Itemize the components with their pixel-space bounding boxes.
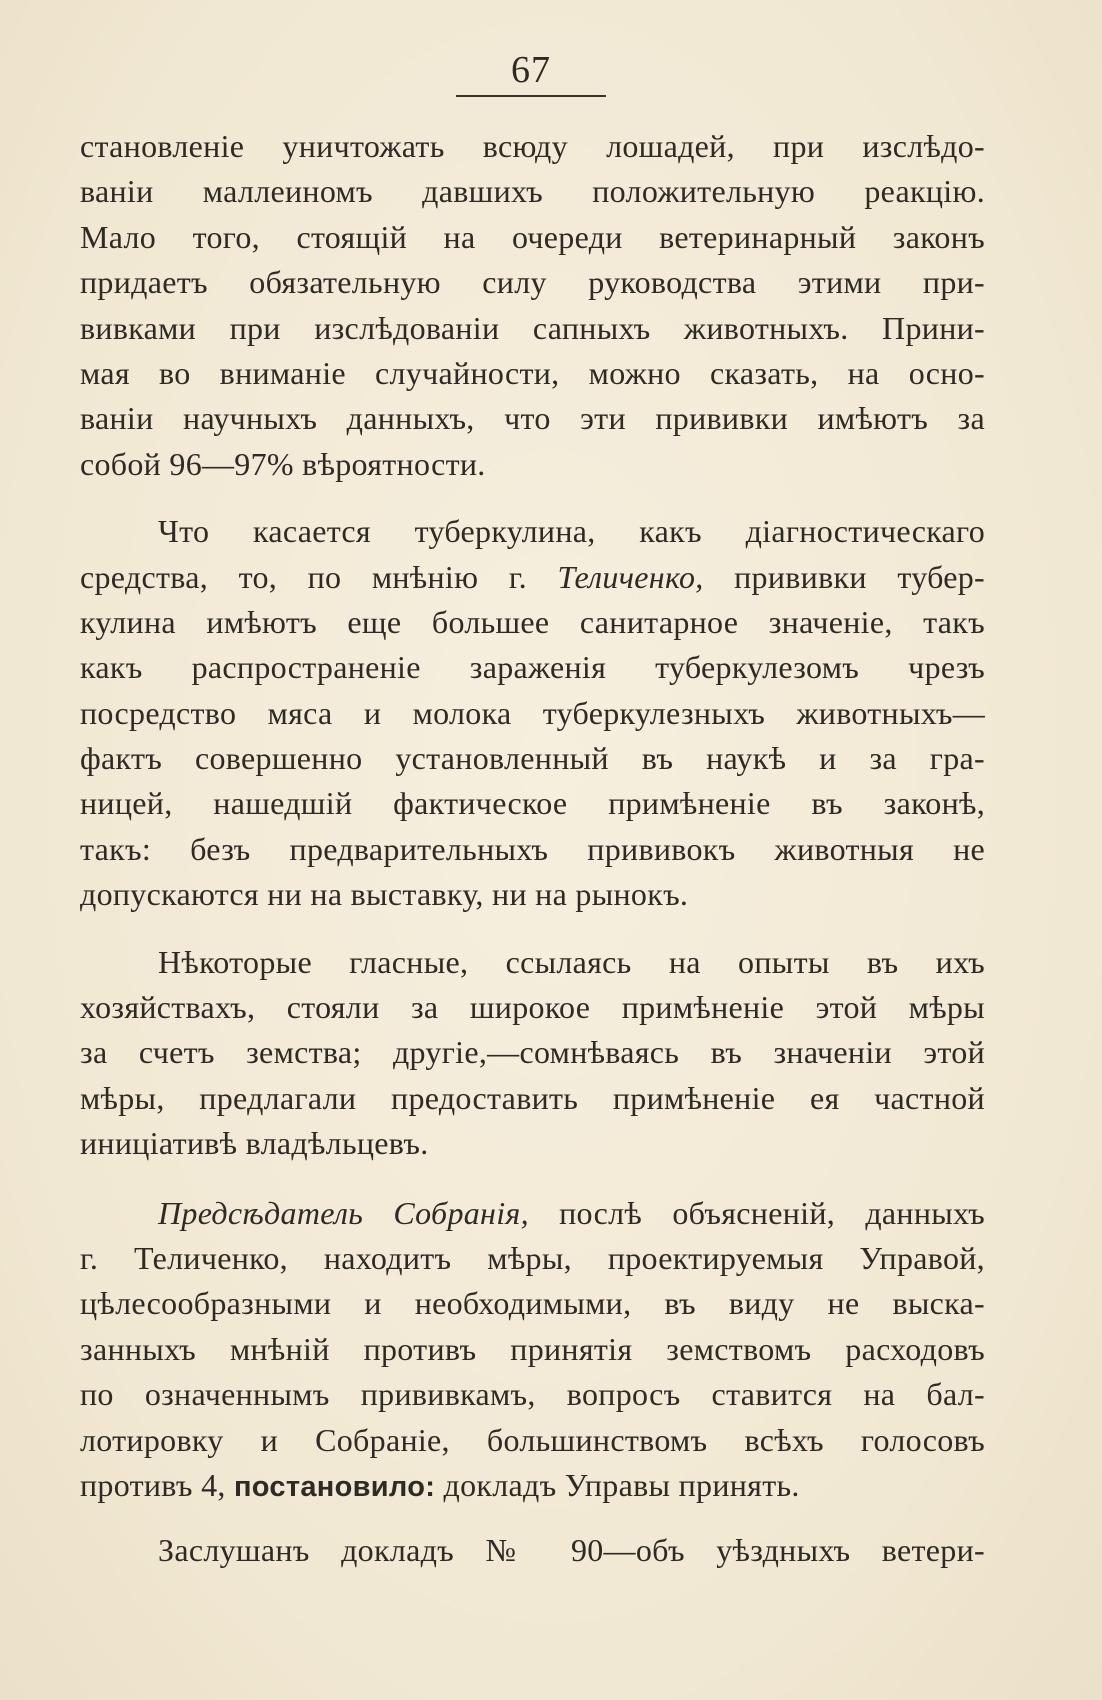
text-line: Нѣкоторые гласные, ссылаясь на опыты въ ихъ: [158, 943, 985, 980]
text-line: г. Теличенко, находитъ мѣры, проектируемыя Управой,: [80, 1239, 985, 1276]
text-line: Что касается туберкулина, какъ діагностическаго: [158, 513, 985, 550]
italic-name: Теличенко,: [557, 558, 704, 595]
text-segment: послѣ объясненій, данныхъ: [528, 1194, 985, 1231]
paragraph-4: [80, 1191, 985, 1509]
paragraph-2: [80, 509, 985, 918]
text-line: цѣлесообразными и необходимыми, въ виду не выска-: [80, 1285, 985, 1322]
text-line: посредство мяса и молока туберкулезныхъ животныхъ—: [80, 694, 985, 731]
text-line: собой 96—97% вѣроятности.: [80, 445, 486, 482]
text-line: хозяйствахъ, стояли за широкое примѣненіе этой мѣры: [80, 989, 985, 1026]
text-line: Мало того, стоящій на очереди ветеринарный законъ: [80, 218, 985, 255]
text-line: придаетъ обязательную силу руководства этими при-: [80, 264, 985, 301]
text-segment: средства, то, по мнѣнію г.: [80, 558, 558, 595]
text-line: вивками при изслѣдованіи сапныхъ животныхъ. Прини-: [80, 309, 985, 346]
text-line: такъ: безъ предварительныхъ прививокъ животныя не: [80, 830, 985, 867]
text-line: ваніи научныхъ данныхъ, что эти прививки имѣютъ за: [80, 400, 985, 437]
body-text: [80, 124, 985, 1574]
paragraph-3: [80, 940, 985, 1167]
text-segment: противъ 4,: [80, 1466, 234, 1503]
paragraph-1: [80, 124, 985, 487]
text-line: за счетъ земства; другіе,—сомнѣваясь въ значеніи этой: [80, 1034, 985, 1071]
text-line: кулина имѣютъ еще большее санитарное значеніе, такъ: [80, 603, 985, 640]
text-line: ницей, нашедшій фактическое примѣненіе въ законѣ,: [80, 785, 985, 822]
text-line: [80, 555, 985, 600]
text-line: [80, 1463, 985, 1508]
text-line: занныхъ мнѣній противъ принятія земствомъ расходовъ: [80, 1330, 985, 1367]
text-line: какъ распространеніе зараженія туберкулезомъ чрезъ: [80, 649, 985, 686]
text-line: иниціативѣ владѣльцевъ.: [80, 1125, 429, 1162]
text-line: ваніи маллеиномъ давшихъ положительную реакцію.: [80, 173, 985, 210]
text-line: мѣры, предлагали предоставить примѣненіе ея частной: [80, 1079, 985, 1116]
page-number: 67: [511, 49, 551, 91]
page-number-rule: [456, 95, 606, 97]
text-line: становленіе уничтожать всюду лошадей, при изслѣдо-: [80, 128, 985, 164]
text-line: лотировку и Собраніе, большинствомъ всѣхъ голосовъ: [80, 1421, 985, 1458]
text-line: [80, 1191, 985, 1236]
text-line: Заслушанъ докладъ № 90—объ уѣздныхъ ветери-: [158, 1532, 985, 1569]
text-segment: прививки тубер-: [703, 558, 985, 595]
text-line: фактъ совершенно установленный въ наукѣ и за гра-: [80, 740, 985, 777]
text-segment: докладъ Управы принять.: [435, 1466, 800, 1503]
text-line: мая во вниманіе случайности, можно сказать, на осно-: [80, 354, 985, 391]
text-line: допускаются ни на выставку, ни на рынокъ.: [80, 876, 689, 913]
bold-resolution: постановило:: [233, 1470, 436, 1503]
paragraph-5: [80, 1528, 985, 1573]
italic-title: Предсѣдатель Собранія,: [158, 1194, 529, 1231]
text-line: по означеннымъ прививкамъ, вопросъ ставится на бал-: [80, 1376, 985, 1413]
